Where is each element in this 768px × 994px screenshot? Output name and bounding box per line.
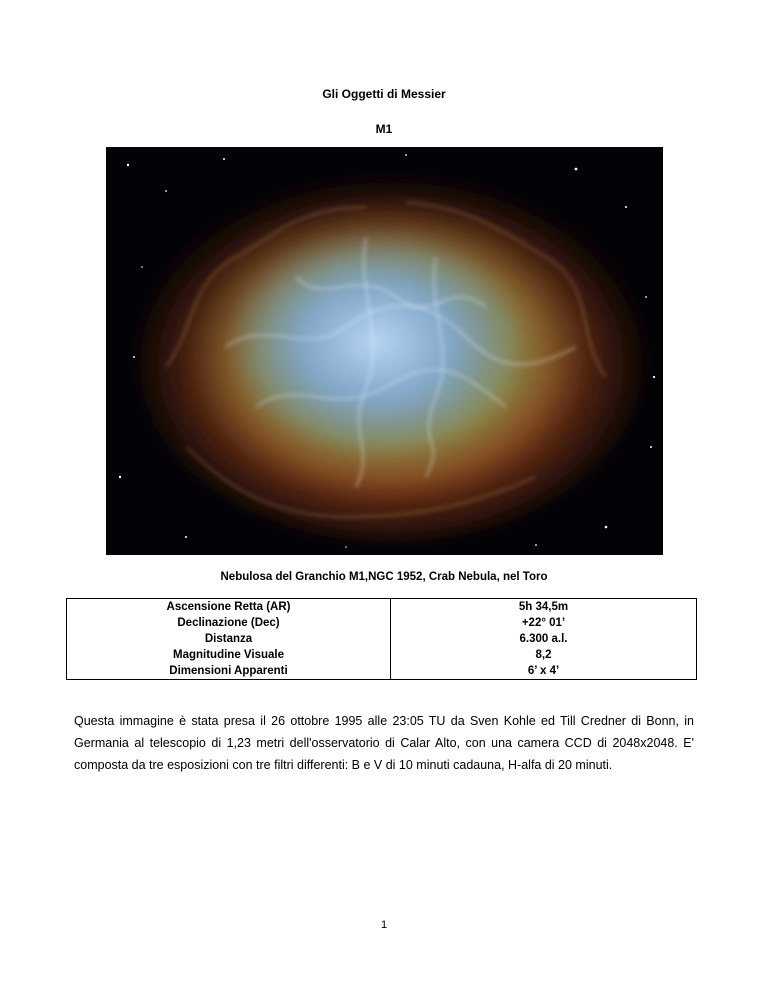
row-value: 6.300 a.l. [391,631,697,647]
table-row [67,631,697,647]
crab-nebula-photo [106,147,663,555]
row-label: Ascensione Retta (AR) [67,599,391,616]
row-label: Distanza [67,631,391,647]
object-id: M1 [375,122,393,136]
row-value: +22° 01’ [391,615,697,631]
row-value: 5h 34,5m [391,599,697,616]
table-row [67,647,697,663]
image-caption: Nebulosa del Granchio M1,NGC 1952, Crab Nebula, nel Toro [220,571,548,583]
document-title: Gli Oggetti di Messier [322,87,446,101]
object-data-table [66,598,697,680]
table-row [67,663,697,680]
row-value: 8,2 [391,647,697,663]
row-value: 6’ x 4’ [391,663,697,680]
row-label: Dimensioni Apparenti [67,663,391,680]
page-number: 1 [380,919,388,931]
row-label: Declinazione (Dec) [67,615,391,631]
row-label: Magnitudine Visuale [67,647,391,663]
table-row [67,615,697,631]
table-row [67,599,697,616]
description-paragraph: Questa immagine è stata presa il 26 ottobre 1995 alle 23:05 TU da Sven Kohle ed Till Credner di Bonn, in Germania al telescopio di 1,23 metri dell'osservatorio di Calar Alto, con una camera CCD di 2048x2048. E' composta da tre esposizioni con tre filtri differenti: B e V di 10 minuti cadauna, H-alfa di 20 minuti. [74,714,694,772]
